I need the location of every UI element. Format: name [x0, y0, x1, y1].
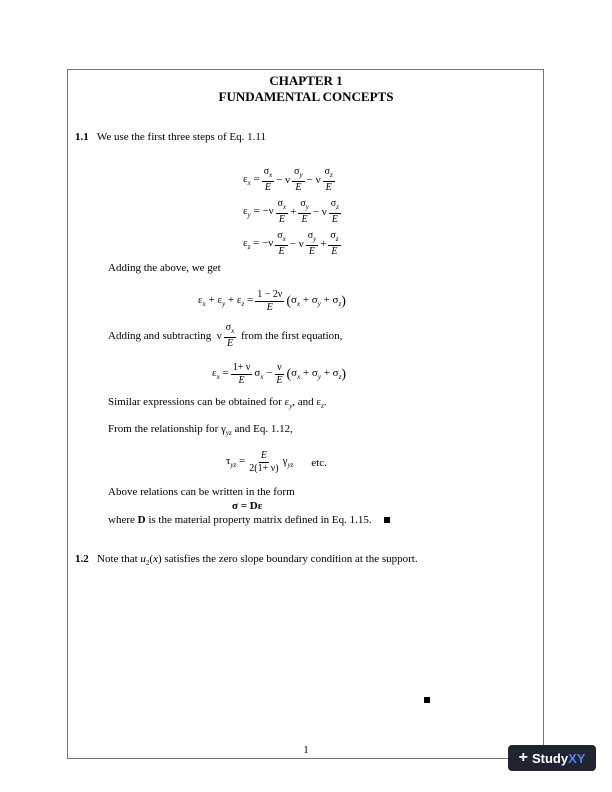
etc-text: etc. [311, 456, 327, 469]
equation-eps-y: $\varepsilon_y = -\nu$ $\frac{\sigma_x}{E}$ + $\frac{\sigma_y}{E}$ − ν $\frac{\sigma_z}{E}$ [243, 198, 339, 225]
chapter-title: CHAPTER 1 [269, 73, 343, 88]
equation-eps-x: $\varepsilon_x$ = $\frac{\sigma_x}{E}$ − ν $\frac{\sigma_y}{E}$ − ν $\frac{\sigma_z}{E}$ [243, 166, 333, 193]
equation-tau: $\tau_{yz}$ = $\frac{E}{2(1+ \nu)}$ $\gamma_{yz}$ etc. [226, 450, 327, 474]
equation-sum: $\varepsilon_x + \varepsilon_y + \varepsilon_z$ = $\frac{1 - 2\nu}{E}$ ( $\sigma_x + \sigma_y + \sigma_z$ ) [198, 289, 346, 313]
relationship-text: From the relationship for $\gamma_{yz}$ and Eq. 1.12, [108, 423, 293, 438]
end-of-proof-square-2 [424, 690, 430, 708]
intro-text: We use the first three steps of Eq. 1.11 [96, 131, 266, 143]
similar-expressions: Similar expressions can be obtained for $\varepsilon_y$, and $\varepsilon_z$. [108, 396, 327, 411]
adding-subtracting-line: Adding and subtracting ν $\frac{\sigma_x}{E}$ from the first equation, [108, 322, 343, 349]
studyxy-watermark: + StudyXY [508, 745, 596, 771]
matrix-equation: σ = Dε [232, 500, 263, 512]
adding-sub-post: from the first equation, [241, 330, 343, 342]
adding-sub-pre: Adding and subtracting [108, 330, 212, 342]
chapter-subtitle: FUNDAMENTAL CONCEPTS [218, 89, 394, 104]
problem-1-1-intro [75, 131, 266, 143]
where-text: where D is the material property matrix defined in Eq. 1.15. [108, 514, 390, 526]
equation-eps-x-result: $\varepsilon_x$ = $\frac{1+ \nu}{E}$ $\sigma_x$ − $\frac{\nu}{E}$ ( $\sigma_x + \sigma_y + \sigma_z$ ) [212, 362, 347, 386]
page-number: 1 [303, 744, 309, 756]
adding-text: Adding the above, we get [108, 262, 221, 274]
problem-number: 1.1 [75, 131, 89, 143]
end-of-proof-square [384, 517, 390, 523]
above-relations-text: Above relations can be written in the form [108, 486, 295, 498]
plus-icon: + [518, 749, 528, 766]
equation-eps-z: $\varepsilon_z = -\nu$ $\frac{\sigma_x}{E}$ − ν $\frac{\sigma_y}{E}$ + $\frac{\sigma_z}{E}$ [243, 230, 339, 257]
problem-1-2: 1.2 Note that $u_2(x)$ satisfies the zero slope boundary condition at the support. [75, 553, 418, 568]
